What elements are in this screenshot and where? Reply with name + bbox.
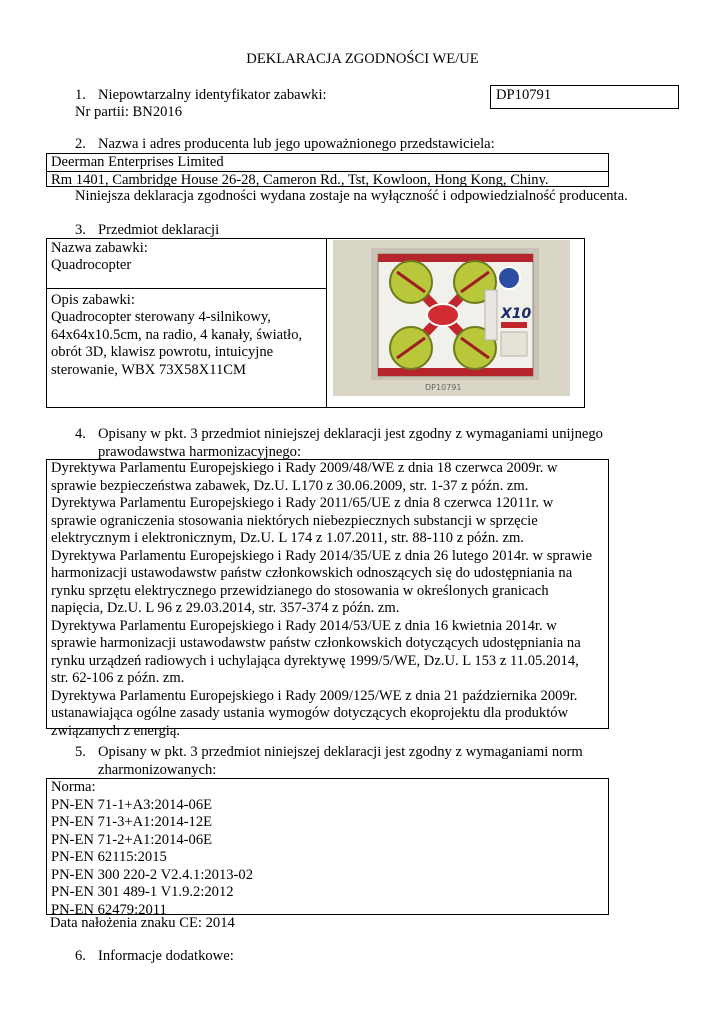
package-bottom-stripe	[378, 368, 533, 376]
description-line: sterowanie, WBX 73X58X11CM	[51, 361, 246, 378]
directive-line: ustanawiająca ogólne zasady ustania wymogów dotyczących ekoprojektu dla produktów	[51, 705, 569, 721]
standards-label: Norma:	[51, 779, 96, 795]
directives-box	[46, 459, 609, 739]
standard-item: PN-EN 62479:2011	[51, 901, 167, 918]
directive-line: związanych z energią.	[51, 722, 180, 739]
directive-line: napięcia, Dz.U. L 96 z 29.03.2014, str. 357-374 z późn. zm.	[51, 600, 400, 616]
directive-line: Dyrektywa Parlamentu Europejskiego i Rady 2011/65/UE z dnia 8 czerwca 12011r. w	[51, 495, 554, 511]
toy-description-label: Opis zabawki:	[51, 292, 135, 308]
directive-line: sprawie harmonizacji ustawodawstw państw członkowskich dotyczących udostępniania na	[51, 635, 581, 651]
section-3-heading: 3. Przedmiot deklaracji	[75, 222, 220, 238]
directive-line: rynku sprzętu elektrycznego przewidzianego do stosowania w określonych granicach	[51, 582, 549, 599]
package-info-panel	[501, 332, 527, 356]
description-line: Quadrocopter sterowany 4-silnikowy,	[51, 309, 271, 325]
photo-label: DP10791	[425, 383, 462, 392]
directive-line: elektrycznym i elektronicznym, Dz.U. L 174 z 1.07.2011, str. 88-110 z późn. zm.	[51, 530, 524, 546]
directive-line: Dyrektywa Parlamentu Europejskiego i Rady 2009/125/WE z dnia 21 października 2009r.	[51, 687, 578, 704]
batch-number: Nr partii: BN2016	[75, 104, 183, 120]
package-top-stripe	[378, 254, 533, 262]
standard-item: PN-EN 71-3+A1:2014-12E	[51, 814, 213, 830]
directive-line: harmonizacji ustawodawstw państw członkowskich odnoszących się do udostępniania na	[51, 565, 573, 581]
package-logo-text: X10	[501, 306, 532, 322]
package-logo-bar	[501, 322, 527, 328]
table-column-divider	[326, 239, 327, 407]
toy-description	[51, 309, 302, 379]
standard-item: PN-EN 71-2+A1:2014-06E	[51, 831, 213, 848]
ce-mark-date: Data nałożenia znaku CE: 2014	[50, 915, 235, 931]
standards-box	[46, 778, 609, 918]
section-5-heading: 5. Opisany w pkt. 3 przedmiot niniejszej deklaracji jest zgodny z wymaganiami norm zharmonizowanych:	[75, 744, 583, 778]
responsibility-note: Niniejsza deklaracja zgodności wydana zostaje na wyłączność i odpowiedzialność producenta.	[75, 188, 628, 204]
standard-item: PN-EN 71-1+A3:2014-06E	[51, 796, 213, 813]
toy-name: Quadrocopter	[51, 257, 132, 273]
product-photo	[333, 240, 570, 396]
directive-line: Dyrektywa Parlamentu Europejskiego i Rady 2014/35/UE z dnia 26 lutego 2014r. w sprawie	[51, 547, 593, 564]
table-row-divider	[47, 288, 327, 289]
document-title: DEKLARACJA ZGODNOŚCI WE/UE	[246, 51, 479, 67]
manufacturer-address: Rm 1401, Cambridge House 26-28, Cameron Rd., Tst, Kowloon, Hong Kong, Chiny.	[51, 172, 549, 188]
section-6-heading: 6. Informacje dodatkowe:	[75, 948, 234, 964]
standard-item: PN-EN 300 220-2 V2.4.1:2013-02	[51, 866, 254, 883]
directive-line: Dyrektywa Parlamentu Europejskiego i Rady 2014/53/UE z dnia 16 kwietnia 2014r. w	[51, 617, 557, 634]
directive-line: sprawie ograniczenia stosowania niektórych niebezpiecznych substancji w sprzęcie	[51, 512, 538, 529]
toy-identifier: DP10791	[496, 87, 552, 103]
standard-item: PN-EN 301 489-1 V1.9.2:2012	[51, 884, 234, 900]
section-1-heading: 1. Niepowtarzalny identyfikator zabawki:	[75, 87, 327, 103]
manufacturer-name: Deerman Enterprises Limited	[47, 154, 608, 172]
spare-propellers	[485, 290, 497, 340]
drone-body	[427, 304, 459, 326]
toy-identifier-box	[490, 85, 679, 109]
directive-line: rynku urządzeń radiowych i uchylająca dyrektywę 1999/5/WE, Dz.U. L 153 z 11.05.2014,	[51, 652, 579, 669]
standard-item: PN-EN 62115:2015	[51, 849, 167, 865]
directive-line: sprawie bezpieczeństwa zabawek, Dz.U. L170 z 30.06.2009, str. 1-37 z późn. zm.	[51, 477, 529, 494]
description-line: obrót 3D, klawisz powrotu, intuicyjne	[51, 344, 274, 360]
section-2-heading: 2. Nazwa i adres producenta lub jego upoważnionego przedstawiciela:	[75, 136, 495, 152]
directive-line: str. 62-106 z późn. zm.	[51, 670, 185, 686]
section-4-heading: 4. Opisany w pkt. 3 przedmiot niniejszej deklaracji jest zgodny z wymaganiami unijnego prawodawstwa harmonizacyjnego:	[75, 426, 603, 460]
directive-line: Dyrektywa Parlamentu Europejskiego i Rady 2009/48/WE z dnia 18 czerwca 2009r. w	[51, 460, 558, 476]
manufacturer-table	[46, 153, 609, 187]
description-line: 64x64x10.5cm, na radio, 4 kanały, światło,	[51, 326, 303, 343]
toy-name-label: Nazwa zabawki:	[51, 240, 148, 256]
package-badge	[498, 267, 520, 289]
